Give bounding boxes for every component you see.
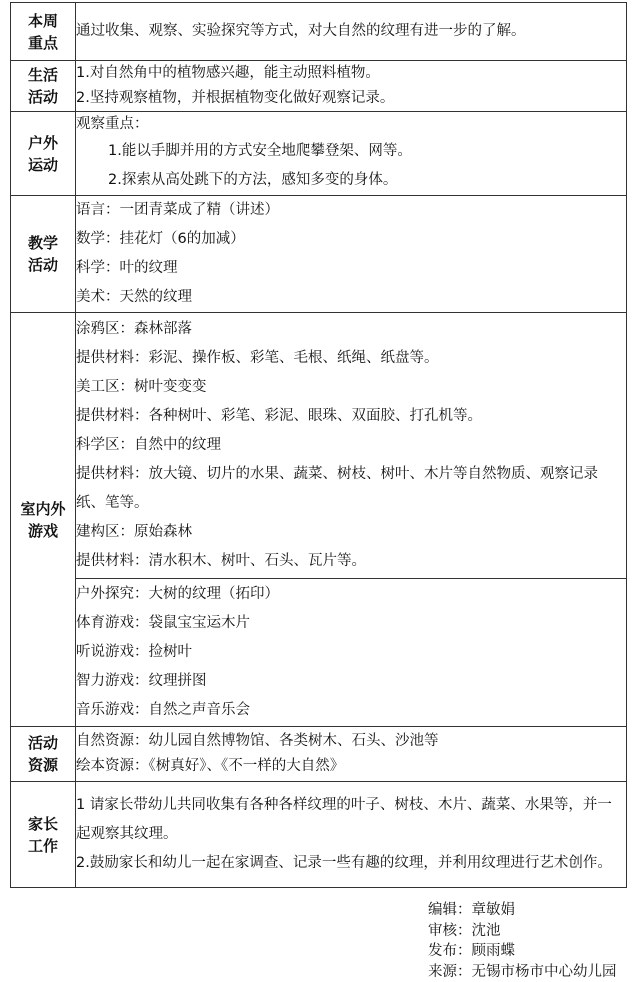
row-games-indoor	[11, 313, 627, 579]
label-weekly-focus-text: 本周 重点	[28, 12, 58, 52]
label-games-text: 室内外 游戏	[20, 500, 65, 540]
row-life-activities	[11, 61, 627, 112]
label-life-activities-text: 生活 活动	[28, 66, 58, 106]
games-indoor-5: 科学区：自然中的纹理	[76, 431, 626, 460]
label-outdoor-sports	[11, 112, 76, 196]
row-games-outdoor	[11, 579, 627, 727]
games-indoor-8: 提供材料：清水积木、树叶、石头、瓦片等。	[76, 547, 626, 576]
outdoor-item-1: 1.能以手脚并用的方式安全地爬攀登架、网等。	[76, 137, 626, 166]
content-games-outdoor	[76, 579, 627, 727]
life-item-2: 2.坚持观察植物，并根据植物变化做好观察记录。	[76, 86, 626, 111]
label-parent-work-text: 家长 工作	[28, 815, 58, 855]
resources-item-1: 自然资源：幼儿园自然博物馆、各类树木、石头、沙池等	[76, 729, 626, 754]
content-games-indoor	[76, 313, 627, 579]
games-indoor-7: 建构区：原始森林	[76, 518, 626, 547]
label-teaching-activities	[11, 196, 76, 313]
content-teaching-activities	[76, 196, 627, 313]
games-indoor-1: 涂鸦区：森林部落	[76, 315, 626, 344]
resources-item-2: 绘本资源：《树真好》、《不一样的大自然》	[76, 754, 626, 779]
outdoor-heading: 观察重点：	[76, 112, 626, 137]
outdoor-item-2: 2.探索从高处跳下的方法，感知多变的身体。	[76, 166, 626, 195]
games-outdoor-1: 户外探究：大树的纹理（拓印）	[76, 580, 626, 609]
row-weekly-focus	[11, 3, 627, 61]
label-activity-resources	[11, 727, 76, 782]
label-parent-work	[11, 782, 76, 888]
games-outdoor-5: 音乐游戏：自然之声音乐会	[76, 696, 626, 725]
teaching-item-3: 科学：叶的纹理	[76, 254, 626, 283]
credit-source: 来源：无锡市杨市中心幼儿园	[428, 962, 617, 982]
games-outdoor-3: 听说游戏：捡树叶	[76, 638, 626, 667]
parents-item-2: 2.鼓励家长和幼儿一起在家调查、记录一些有趣的纹理，并利用纹理进行艺术创作。	[76, 849, 626, 878]
games-indoor-3: 美工区：树叶变变变	[76, 373, 626, 402]
games-indoor-2: 提供材料：彩泥、操作板、彩笔、毛根、纸绳、纸盘等。	[76, 344, 626, 373]
content-activity-resources	[76, 727, 627, 782]
teaching-item-4: 美术：天然的纹理	[76, 283, 626, 312]
row-outdoor-sports	[11, 112, 627, 196]
games-outdoor-4: 智力游戏：纹理拼图	[76, 667, 626, 696]
credit-publisher: 发布：顾雨蝶	[428, 941, 617, 962]
label-outdoor-sports-text: 户外 运动	[28, 134, 58, 174]
credit-editor: 编辑：章敏娟	[428, 900, 617, 921]
label-teaching-activities-text: 教学 活动	[28, 234, 58, 274]
label-weekly-focus	[11, 3, 76, 61]
credit-reviewer: 审核：沈池	[428, 921, 617, 942]
label-games	[11, 313, 76, 727]
life-item-1: 1.对自然角中的植物感兴趣，能主动照料植物。	[76, 61, 626, 86]
content-weekly-focus	[76, 3, 627, 61]
parents-item-1: 1 请家长带幼儿共同收集有各种各样纹理的叶子、树枝、木片、蔬菜、水果等，并一起观察其纹理。	[76, 791, 626, 849]
label-life-activities	[11, 61, 76, 112]
weekly-plan-table	[10, 2, 627, 888]
label-activity-resources-text: 活动 资源	[28, 734, 58, 774]
games-indoor-4: 提供材料：各种树叶、彩笔、彩泥、眼珠、双面胶、打孔机等。	[76, 402, 626, 431]
row-parent-work	[11, 782, 627, 888]
content-life-activities	[76, 61, 627, 112]
games-outdoor-2: 体育游戏：袋鼠宝宝运木片	[76, 609, 626, 638]
teaching-item-2: 数学：挂花灯（6的加减）	[76, 225, 626, 254]
row-activity-resources	[11, 727, 627, 782]
credits-footer	[428, 900, 617, 982]
games-indoor-6: 提供材料：放大镜、切片的水果、蔬菜、树枝、树叶、木片等自然物质、观察记录纸、笔等。	[76, 460, 626, 518]
weekly-focus-text: 通过收集、观察、实验探究等方式，对大自然的纹理有进一步的了解。	[76, 17, 626, 46]
teaching-item-1: 语言：一团青菜成了精（讲述）	[76, 196, 626, 225]
content-outdoor-sports	[76, 112, 627, 196]
row-teaching-activities	[11, 196, 627, 313]
content-parent-work	[76, 782, 627, 888]
